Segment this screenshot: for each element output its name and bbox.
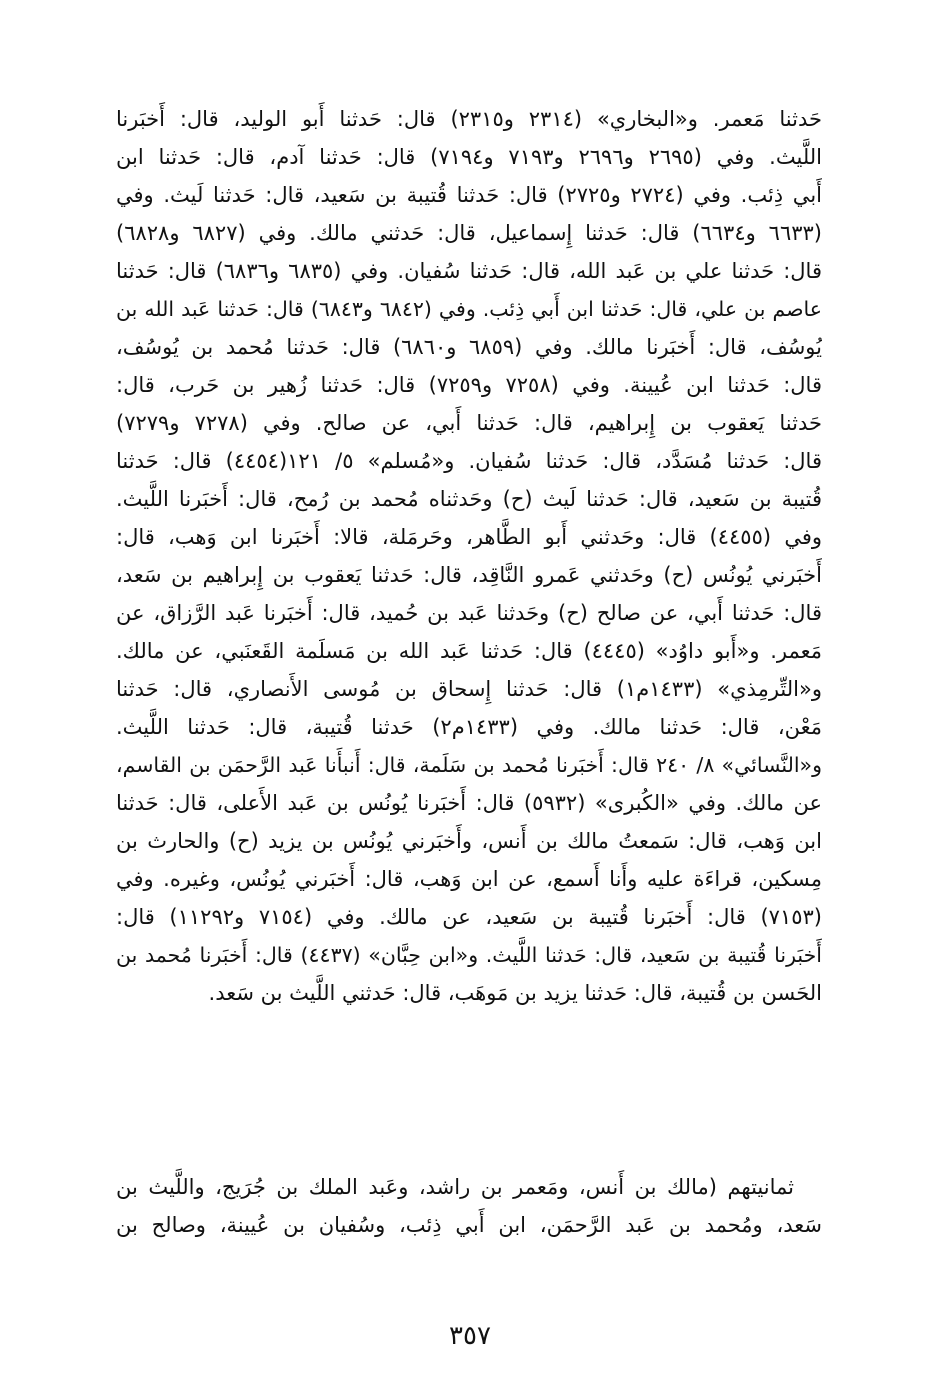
text-line: قُتيبة بن سَعيد، قال: حَدثنا لَيث (ح) وحَدثناه مُحمد بن رُمح، قال: أَخبَرنا اللَّيث. <box>116 487 822 511</box>
page-number: ٣٥٧ <box>449 1321 491 1351</box>
text-line: مِسكين، قراءَة عليه وأَنا أَسمع، عن ابن وَهب، قال: أَخبَرني يُونُس، وغيره. وفي <box>116 867 822 891</box>
paragraph-hadith-sources <box>116 100 822 1012</box>
text-line: ثمانيتهم (مالك بن أَنس، ومَعمر بن راشد، وعَبد الملك بن جُرَيج، واللَّيث بن <box>116 1175 794 1199</box>
text-line: (٦٦٣٣ و٦٦٣٤) قال: حَدثنا إِسماعيل، قال: حَدثني مالك. وفي (٦٨٢٧ و٦٨٢٨) <box>116 221 822 245</box>
text-line: قال: حَدثنا أَبي، عن صالح (ح) وحَدثنا عَبد بن حُميد، قال: أَخبَرنا عَبد الرَّزاق، عن <box>116 601 822 625</box>
text-line: وفي (٤٤٥٥) قال: وحَدثني أَبو الطَّاهر، وحَرمَلة، قالا: أَخبَرنا ابن وَهب، قال: <box>116 525 822 549</box>
text-line: أَخبَرنا قُتيبة بن سَعيد، قال: حَدثنا اللَّيث. و«ابن حِبَّان» (٤٤٣٧) قال: أَخبَرنا مُحمد بن <box>116 943 822 967</box>
text-line: أَخبَرني يُونُس (ح) وحَدثني عَمرو النَّاقِد، قال: حَدثنا يَعقوب بن إِبراهيم بن سَعد، <box>116 563 822 587</box>
text-line: اللَّيث. وفي (٢٦٩٥ و٢٦٩٦ و٧١٩٣ و٧١٩٤) قال: حَدثنا آدم، قال: حَدثنا ابن <box>116 145 822 169</box>
text-line: مَعمر. و«أَبو داوُد» (٤٤٤٥) قال: حَدثنا عَبد الله بن مَسلَمة القَعنَبي، عن مالك. <box>116 639 822 663</box>
paragraph-narrators <box>116 1168 822 1244</box>
text-line: حَدثنا مَعمر. و«البخاري» (٢٣١٤ و٢٣١٥) قال: حَدثنا أَبو الوليد، قال: أَخبَرنا <box>116 107 822 131</box>
text-line: عن مالك. وفي «الكُبرى» (٥٩٣٢) قال: أَخبَرنا يُونُس بن عَبد الأَعلى، قال: حَدثنا <box>116 791 822 815</box>
text-line: سَعد، ومُحمد بن عَبد الرَّحمَن، ابن أَبي ذِئب، وسُفيان بن عُيينة، وصالح بن <box>116 1213 822 1237</box>
text-line: الحَسن بن قُتيبة، قال: حَدثنا يزيد بن مَوهَب، قال: حَدثني اللَّيث بن سَعد. <box>208 981 822 1005</box>
text-line: ابن وَهب، قال: سَمعتُ مالك بن أَنس، وأَخبَرني يُونُس بن يزيد (ح) والحارث بن <box>116 829 822 853</box>
text-line: عاصم بن علي، قال: حَدثنا ابن أَبي ذِئب. وفي (٦٨٤٢ و٦٨٤٣) قال: حَدثنا عَبد الله بن <box>116 297 822 321</box>
text-line: و«التِّرمِذي» (١٤٣٣م١) قال: حَدثنا إِسحاق بن مُوسى الأَنصاري، قال: حَدثنا <box>116 677 822 701</box>
text-line: قال: حَدثنا علي بن عَبد الله، قال: حَدثنا سُفيان. وفي (٦٨٣٥ و٦٨٣٦) قال: حَدثنا <box>116 259 822 283</box>
text-line: (٧١٥٣) قال: أَخبَرنا قُتيبة بن سَعيد، عن مالك. وفي (٧١٥٤ و١١٢٩٢) قال: <box>116 905 822 929</box>
text-line: قال: حَدثنا مُسَدَّد، قال: حَدثنا سُفيان. و«مُسلم» ٥/ ١٢١(٤٤٥٤) قال: حَدثنا <box>116 449 822 473</box>
text-line: قال: حَدثنا ابن عُيينة. وفي (٧٢٥٨ و٧٢٥٩) قال: حَدثنا زُهير بن حَرب، قال: <box>116 373 822 397</box>
text-line: يُوسُف، قال: أَخبَرنا مالك. وفي (٦٨٥٩ و٦٨٦٠) قال: حَدثنا مُحمد بن يُوسُف، <box>116 335 822 359</box>
text-line: أَبي ذِئب. وفي (٢٧٢٤ و٢٧٢٥) قال: حَدثنا قُتيبة بن سَعيد، قال: حَدثنا لَيث. وفي <box>116 183 822 207</box>
text-line: مَعْن، قال: حَدثنا مالك. وفي (١٤٣٣م٢) حَدثنا قُتيبة، قال: حَدثنا اللَّيث. <box>116 715 822 739</box>
text-line: و«النَّسائي» ٨/ ٢٤٠ قال: أَخبَرنا مُحمد بن سَلَمة، قال: أَنبأَنا عَبد الرَّحمَن بن القاسم، <box>116 753 822 777</box>
text-line: حَدثنا يَعقوب بن إِبراهيم، قال: حَدثنا أَبي، عن صالح. وفي (٧٢٧٨ و٧٢٧٩) <box>116 411 822 435</box>
